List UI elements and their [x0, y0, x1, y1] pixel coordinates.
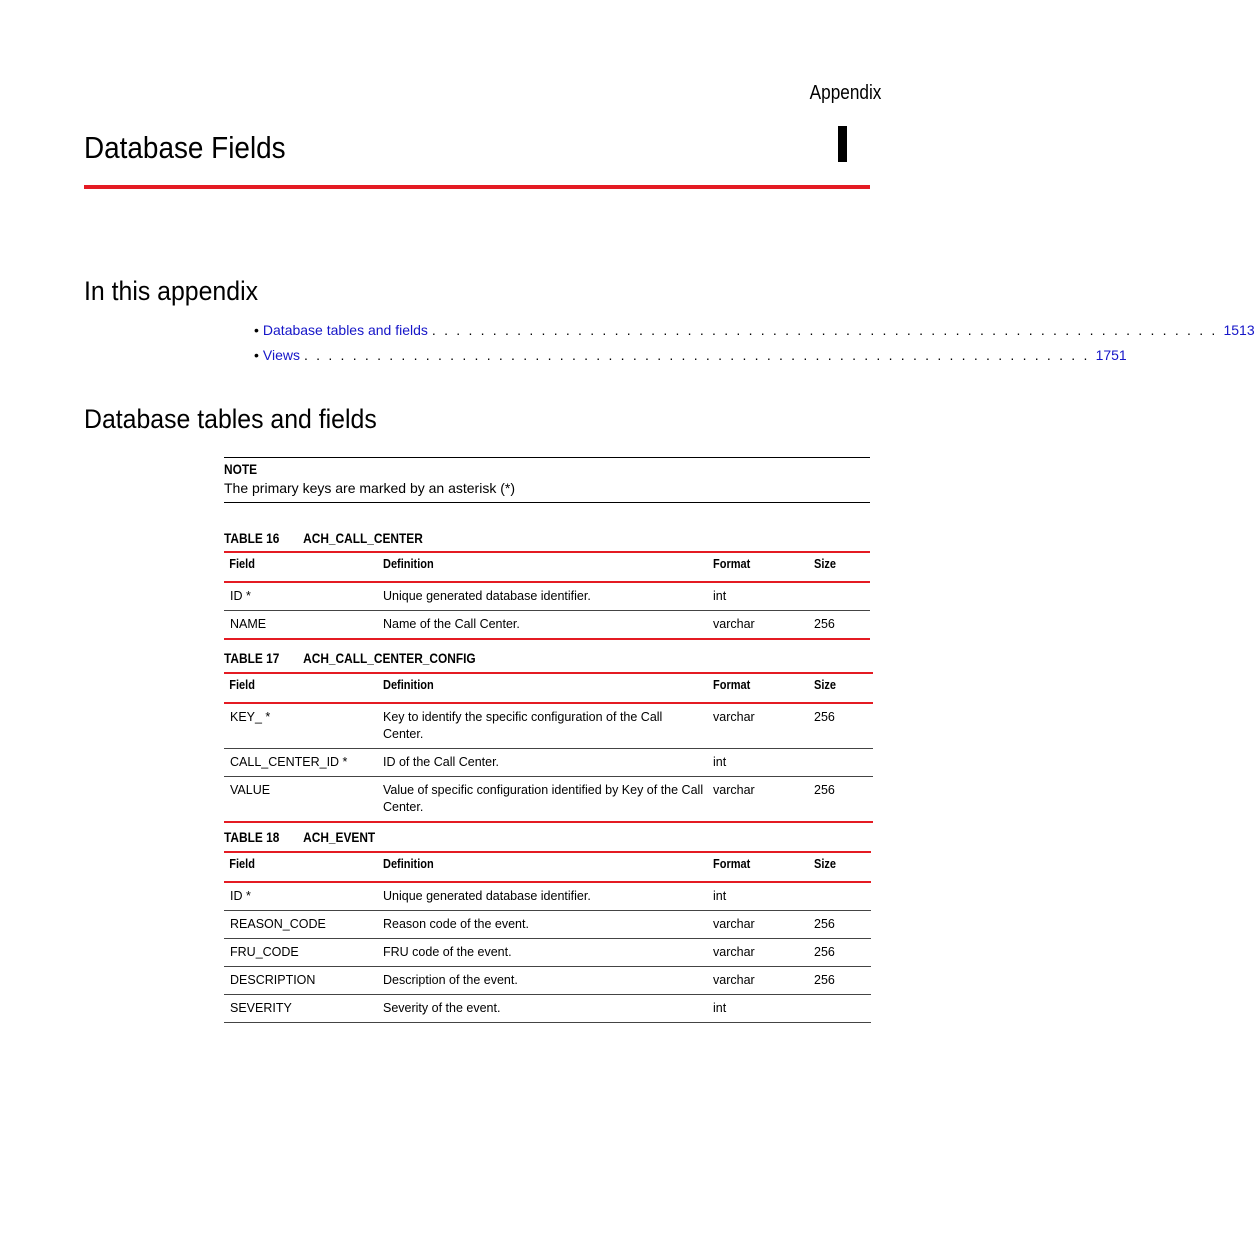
cell-definition: Key to identify the specific configuration of the Call Center.: [383, 710, 663, 741]
section-heading: Database tables and fields: [84, 404, 377, 434]
table-header-row: [224, 674, 873, 704]
table-row: [224, 611, 870, 638]
table-name: ACH_CALL_CENTER: [303, 530, 423, 546]
table-number: TABLE 16: [224, 530, 280, 546]
table-header-row: [224, 553, 870, 583]
table-row: [224, 777, 873, 821]
cell-size: 256: [814, 945, 835, 959]
header-format: Format: [713, 678, 751, 692]
cell-size: [814, 995, 871, 1022]
cell-size: [814, 749, 873, 776]
table-caption: [224, 829, 375, 845]
bullet-icon: •: [254, 322, 259, 338]
header-size: Size: [814, 678, 837, 692]
cell-format: int: [713, 755, 727, 769]
toc-item[interactable]: [254, 347, 1127, 372]
table-row: [224, 883, 871, 911]
cell-field: REASON_CODE: [230, 917, 326, 931]
note-box: [224, 457, 870, 503]
title-rule: [84, 185, 870, 189]
header-definition: Definition: [383, 857, 434, 871]
cell-definition: FRU code of the event.: [383, 945, 512, 959]
cell-definition: Value of specific configuration identified by Key of the Call Center.: [383, 783, 704, 814]
cell-size: 256: [814, 973, 835, 987]
table-row: [224, 939, 871, 967]
cell-field: VALUE: [230, 783, 271, 797]
table-header-row: [224, 853, 871, 883]
table-row: [224, 583, 870, 611]
cell-size: 256: [814, 917, 835, 931]
table-number: TABLE 17: [224, 650, 280, 666]
cell-size: 256: [814, 710, 835, 724]
cell-definition: ID of the Call Center.: [383, 755, 500, 769]
table-row: [224, 995, 871, 1022]
toc-page-number[interactable]: 1751: [1095, 347, 1127, 363]
cell-definition: Unique generated database identifier.: [383, 589, 591, 603]
table-row: [224, 967, 871, 995]
header-format: Format: [713, 557, 751, 571]
cell-field: NAME: [230, 617, 267, 631]
toc-leader-dots: . . . . . . . . . . . . . . . . . . . . . . . . . . . . . . . . . . . . . . . . . . . . . . . . . . . . . . . . . . . . . . . . .: [431, 322, 1218, 338]
cell-field: ID *: [230, 589, 251, 603]
header-format: Format: [713, 857, 751, 871]
cell-format: varchar: [713, 917, 755, 931]
cell-field: ID *: [230, 889, 251, 903]
cell-format: varchar: [713, 710, 755, 724]
toc-link[interactable]: Views: [262, 347, 300, 363]
chapter-letter-bar: [838, 126, 847, 162]
appendix-label: Appendix: [809, 82, 881, 104]
toc-leader-dots: . . . . . . . . . . . . . . . . . . . . . . . . . . . . . . . . . . . . . . . . . . . . . . . . . . . . . . . . . . . . . . . . .: [304, 347, 1090, 363]
header-size: Size: [814, 557, 837, 571]
chapter-title: Database Fields: [84, 130, 286, 165]
note-text: The primary keys are marked by an asterisk (*): [224, 480, 515, 496]
table-caption: [224, 530, 423, 546]
cell-definition: Description of the event.: [383, 973, 518, 987]
cell-size: [814, 583, 870, 610]
header-field: Field: [229, 557, 255, 571]
cell-field: CALL_CENTER_ID *: [230, 755, 348, 769]
cell-field: FRU_CODE: [230, 945, 299, 959]
toc-page-number[interactable]: 1513: [1223, 322, 1255, 338]
table-ach-event: [224, 851, 871, 1023]
cell-field: DESCRIPTION: [230, 973, 316, 987]
note-label: NOTE: [224, 461, 258, 477]
cell-size: 256: [814, 783, 835, 797]
header-definition: Definition: [383, 557, 434, 571]
table-ach-call-center-config: [224, 672, 873, 823]
cell-format: int: [713, 589, 727, 603]
cell-definition: Unique generated database identifier.: [383, 889, 591, 903]
in-this-appendix-heading: In this appendix: [84, 276, 259, 306]
cell-format: int: [713, 1001, 727, 1015]
toc-item[interactable]: [254, 322, 1255, 347]
toc-list: [254, 322, 1255, 372]
table-caption: [224, 650, 476, 666]
table-row: [224, 704, 873, 749]
cell-definition: Severity of the event.: [383, 1001, 501, 1015]
table-row: [224, 911, 871, 939]
table-number: TABLE 18: [224, 829, 280, 845]
cell-size: 256: [814, 617, 835, 631]
table-row: [224, 749, 873, 777]
bullet-icon: •: [254, 347, 259, 363]
cell-field: SEVERITY: [230, 1001, 292, 1015]
header-field: Field: [229, 678, 255, 692]
cell-definition: Name of the Call Center.: [383, 617, 520, 631]
header-definition: Definition: [383, 678, 434, 692]
table-ach-call-center: [224, 551, 870, 640]
cell-format: int: [713, 889, 727, 903]
header-field: Field: [229, 857, 255, 871]
cell-definition: Reason code of the event.: [383, 917, 529, 931]
cell-format: varchar: [713, 783, 755, 797]
header-size: Size: [814, 857, 837, 871]
cell-size: [814, 883, 871, 910]
table-name: ACH_EVENT: [303, 829, 376, 845]
cell-format: varchar: [713, 945, 755, 959]
cell-format: varchar: [713, 617, 755, 631]
toc-link[interactable]: Database tables and fields: [262, 322, 428, 338]
cell-format: varchar: [713, 973, 755, 987]
table-name: ACH_CALL_CENTER_CONFIG: [303, 650, 476, 666]
cell-field: KEY_ *: [230, 710, 271, 724]
